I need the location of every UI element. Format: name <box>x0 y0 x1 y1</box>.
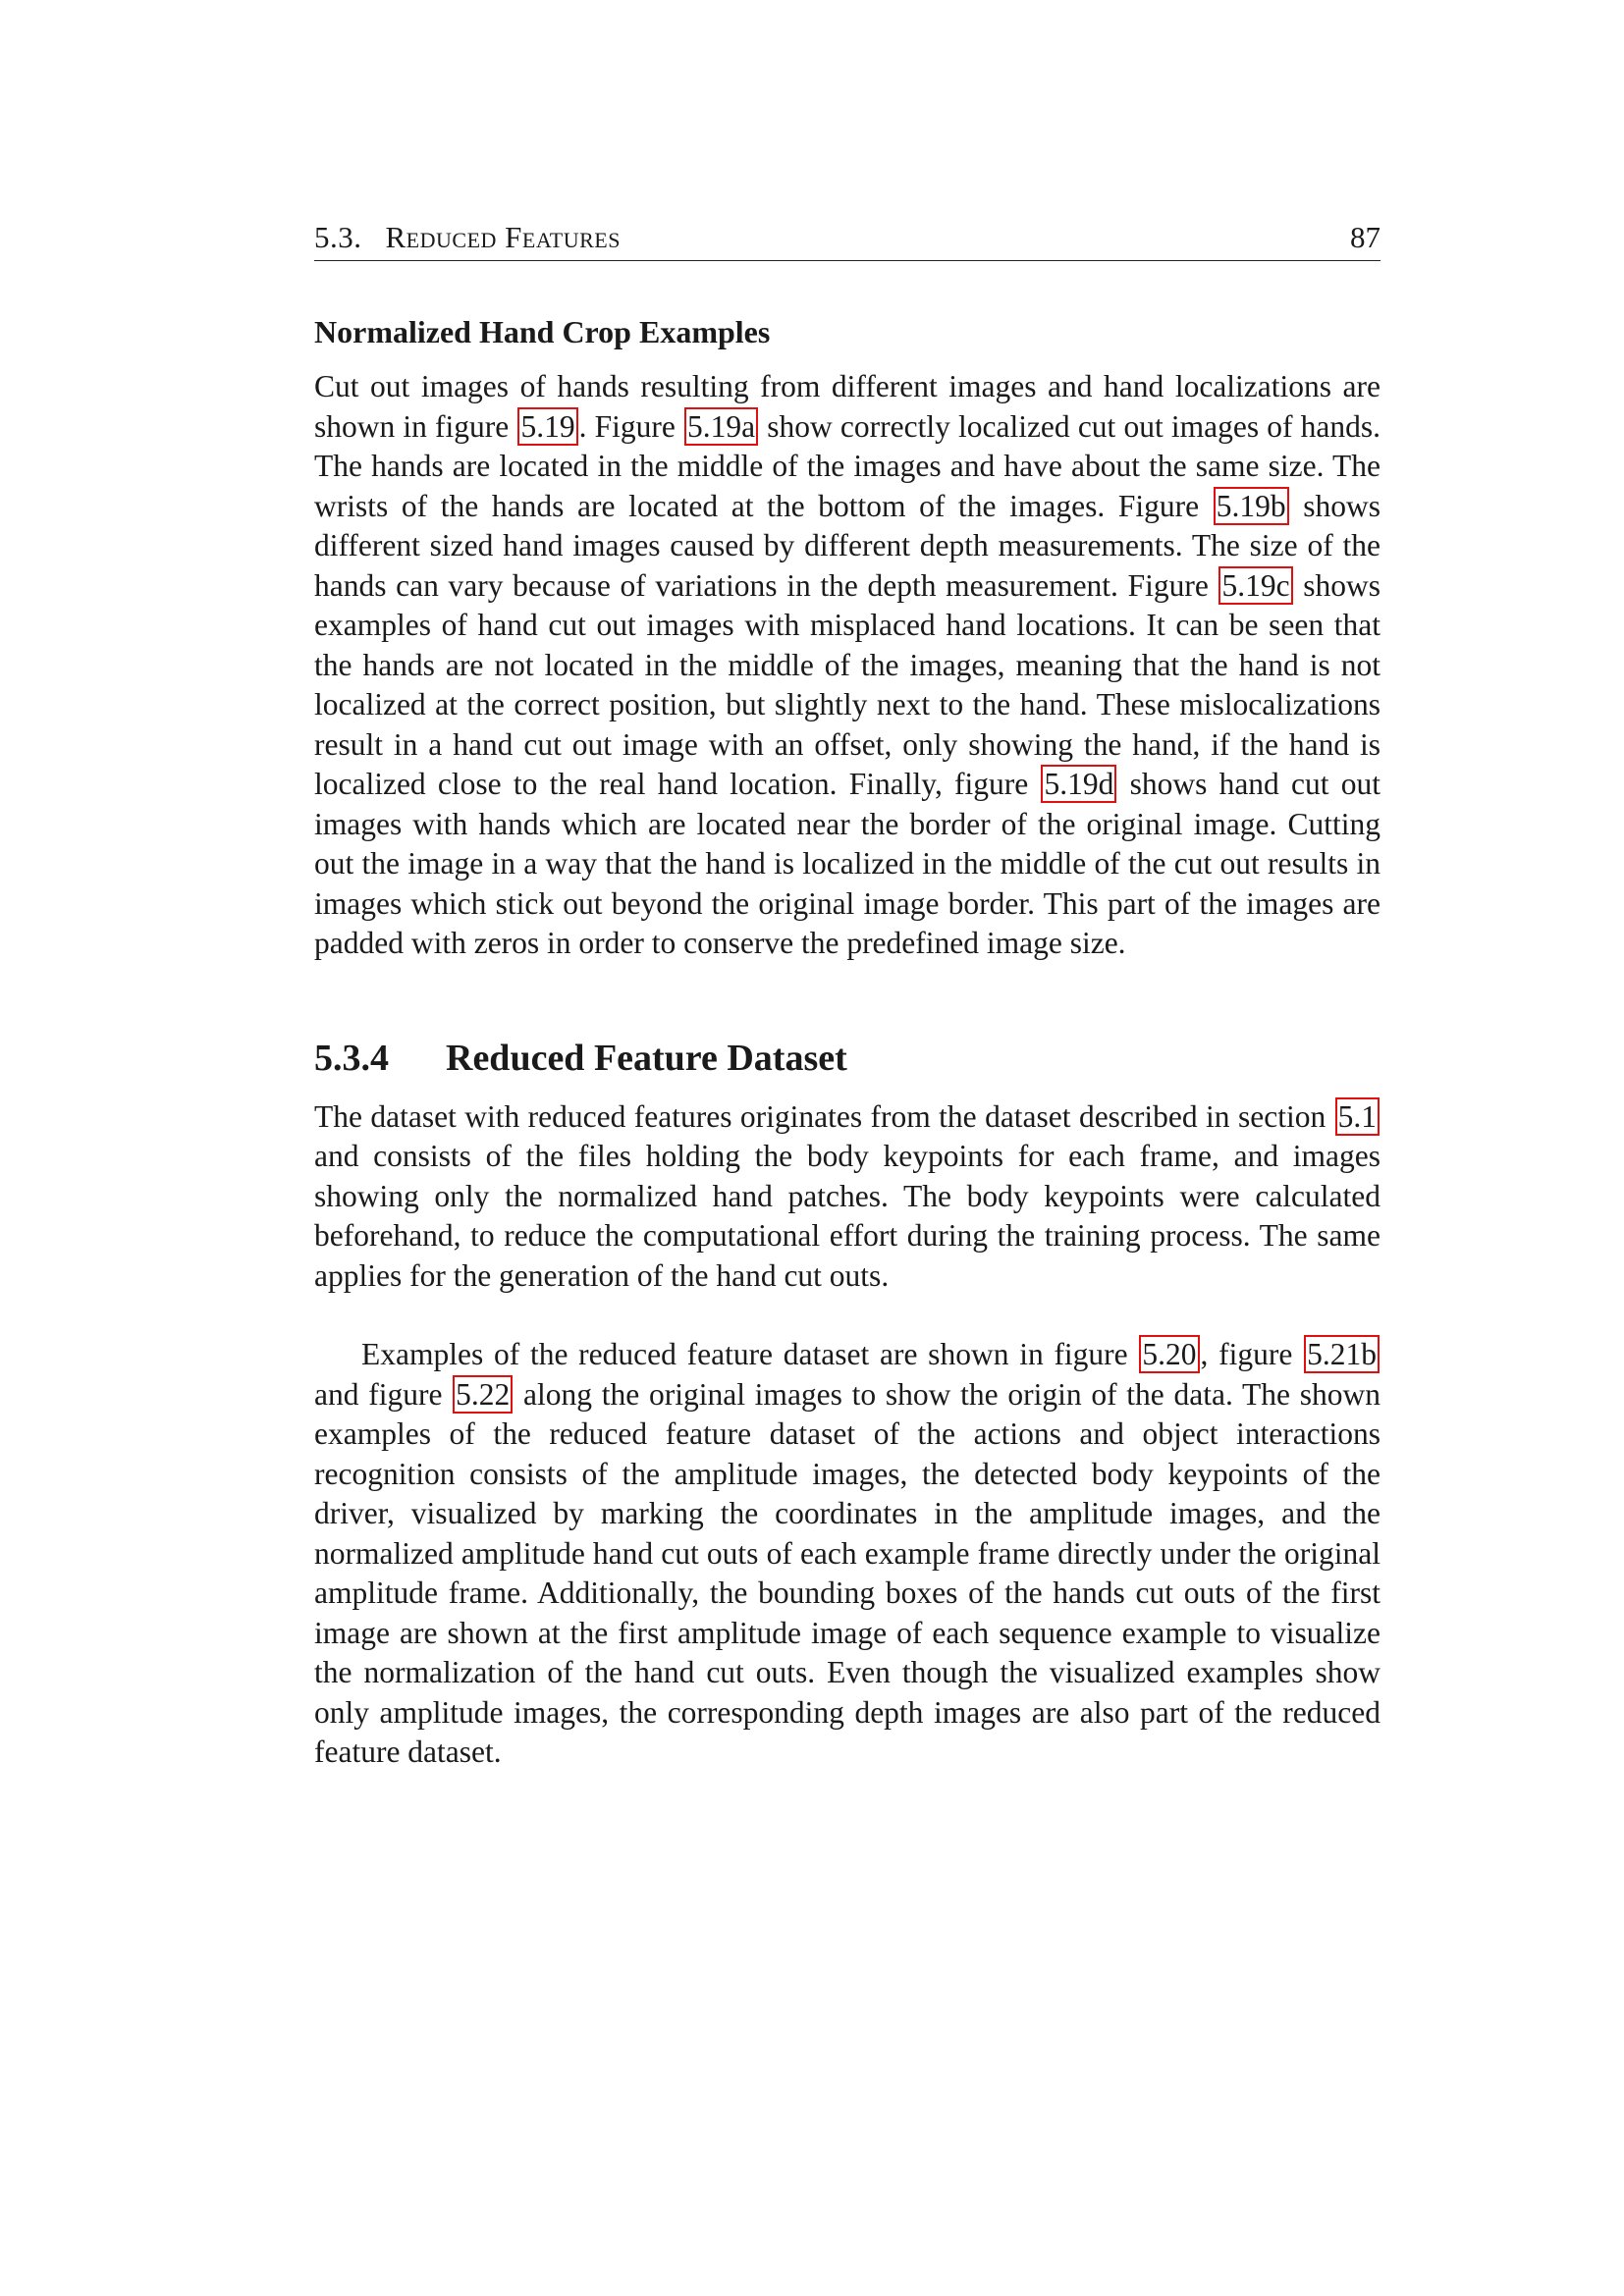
paragraph-dataset-origin <box>314 1097 1380 1297</box>
figure-ref-5-19c[interactable]: 5.19c <box>1218 566 1292 605</box>
text-run: Examples of the reduced feature dataset are shown in figure <box>361 1337 1139 1371</box>
paragraph-heading: Normalized Hand Crop Examples <box>314 314 771 349</box>
text-run: along the original images to show the origin of the data. The shown examples of the reduced feature dataset of the actions and object interactions recognition consists of the amplitude images, the detected body keypoints of the driver, visualized by marking the coordinates in the amplitude images, and the normalized amplitude hand cut outs of each example frame directly under the original amplitude frame. Additionally, the bounding boxes of the hands cut outs of the first image are shown at the first amplitude image of each sequence example to visualize the normalization of the hand cut outs. Even though the visualized examples show only amplitude images, the corresponding depth images are also part of the reduced feature dataset. <box>314 1376 1380 1769</box>
text-run: , figure <box>1200 1337 1304 1371</box>
section-ref-5-1[interactable]: 5.1 <box>1335 1097 1380 1136</box>
header-section <box>314 218 621 257</box>
figure-ref-5-19b[interactable]: 5.19b <box>1214 487 1289 525</box>
figure-ref-5-19d[interactable]: 5.19d <box>1041 765 1116 803</box>
text-run: The dataset with reduced features originates from the dataset described in section <box>314 1098 1334 1134</box>
figure-ref-5-20[interactable]: 5.20 <box>1139 1335 1199 1373</box>
text-run: . Figure <box>578 408 683 444</box>
text-run: shows hand cut out images with hands which are located near the border of the original image. Cutting out the image in a way that the hand is localized in the middle of the cut out results in images which stick out beyond the original image border. This part of the images are padded with zeros in order to conserve the predefined image size. <box>314 767 1380 960</box>
paragraph-hand-crop-examples <box>314 367 1380 964</box>
text-run: shows examples of hand cut out images with misplaced hand locations. It can be seen that the hands are not located in the middle of the images, meaning that the hand is not localized at the correct position, but slightly next to the hand. These mislocalizations result in a hand cut out image with an offset, only showing the hand, if the hand is localized close to the real hand location. Finally, figure <box>314 567 1381 801</box>
section-number: 5.3.4 <box>314 1037 389 1079</box>
figure-ref-5-22[interactable]: 5.22 <box>453 1375 513 1414</box>
page-number: 87 <box>1350 220 1380 254</box>
paragraph-dataset-examples <box>314 1335 1380 1773</box>
text-run: Cut out images of hands resulting from different images and hand localizations are shown in figure <box>314 369 1380 444</box>
figure-ref-5-21b[interactable]: 5.21b <box>1304 1335 1380 1373</box>
text-run: shows different sized hand images caused by different depth measurements. The size of the hands can vary because of variations in the depth measurement. Figure <box>314 488 1380 603</box>
figure-ref-5-19a[interactable]: 5.19a <box>684 407 758 446</box>
text-run: and figure <box>314 1376 453 1412</box>
header-section-number: 5.3. <box>314 220 362 254</box>
header-section-title: Reduced Features <box>385 220 621 254</box>
section-heading <box>314 1035 1380 1082</box>
figure-ref-5-19[interactable]: 5.19 <box>517 407 577 446</box>
page <box>314 218 1380 1773</box>
text-run: show correctly localized cut out images of hands. The hands are located in the middle of the images and have about the same size. The wrists of the hands are located at the bottom of the images. Figure <box>314 408 1380 523</box>
text-run: and consists of the files holding the body keypoints for each frame, and images showing only the normalized hand patches. The body keypoints were calculated beforehand, to reduce the computational effort during the training process. The same applies for the generation of the hand cut outs. <box>314 1139 1380 1293</box>
running-header <box>314 218 1380 261</box>
section-title: Reduced Feature Dataset <box>446 1037 847 1079</box>
